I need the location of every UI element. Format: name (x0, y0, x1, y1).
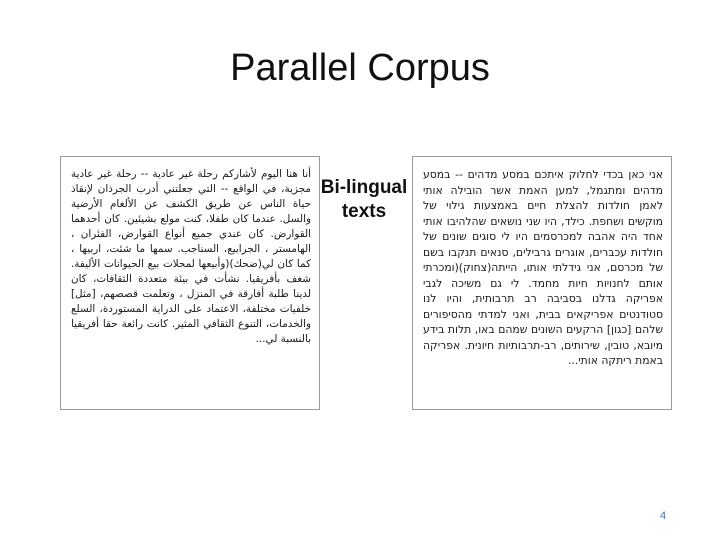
slide-title: Parallel Corpus (230, 47, 490, 89)
bilingual-label-line1: Bi-lingual (320, 177, 408, 198)
hebrew-text-box: אני כאן בכדי לחלוק איתכם במסע מדהים -- במסע מדהים ומתגמל, למען האמת אשר הובילה אותי לאמן חולדות להצלת חיים באמצעות גילוי של מוקשים ושחפת. כילד, היו שני נושאים שהלהיבו אותי אחד היה אהבה למכרסמים היו לי סוגים שונים של חולדות עכברים, אוגרים גרבילים, סנאים תנקבו בשם של מכרסם, אני גידלתי אותו, הייתה(צחוק)(ומכרתי אותם לחנויות חיות מחמד. לי גם משיכה לגבי אפריקה גדלנו בסביבה רב תרבותית, והיו לנו סטודנטים אפריקאים בבית, ואני למדתי מהסיפורים שלהם [כגון] הרקעים השונים שמהם באו, תלות בידע מיובא, טובין, שירותים, רב-תרבותיות חיונית. אפריקה באמת ריתקה אותי... (412, 156, 672, 410)
arabic-text-box: أنا هنا اليوم لأشاركم رحلة غير عادية -- رحلة غير عادية مجزية، في الواقع -- التي جعلتني أدرب الجرذان لإنقاذ حياة الناس عن طريق الكشف عن الألغام الأرضية والسل. عندما كان طفلا، كنت مولع بشيئين. كان أحدهما القوارض. كان عندي جميع أنواع القوارض، الفئران ، الهامستر ، الجرابيع، السناجب. سمها ما شئت، اربيها ، كما كان لي(ضحك)(وأبيعها لمحلات بيع الحيوانات الأليفة. شغف بأفريقيا. نشأت في بيئة متعددة الثقافات، كان لدينا طلبة أفارقة في المنزل ، وتعلمت قصصهم، [مثل] خلفيات مختلفة، الاعتماد على الدراية المستوردة، السلع والخدمات، التنوع الثقافي المثير. كانت رائعة حقا أفريقيا بالنسبة لي... (60, 156, 320, 410)
bilingual-label-line2: texts (341, 201, 387, 222)
bilingual-label (318, 176, 410, 224)
page-number: 4 (660, 510, 667, 522)
